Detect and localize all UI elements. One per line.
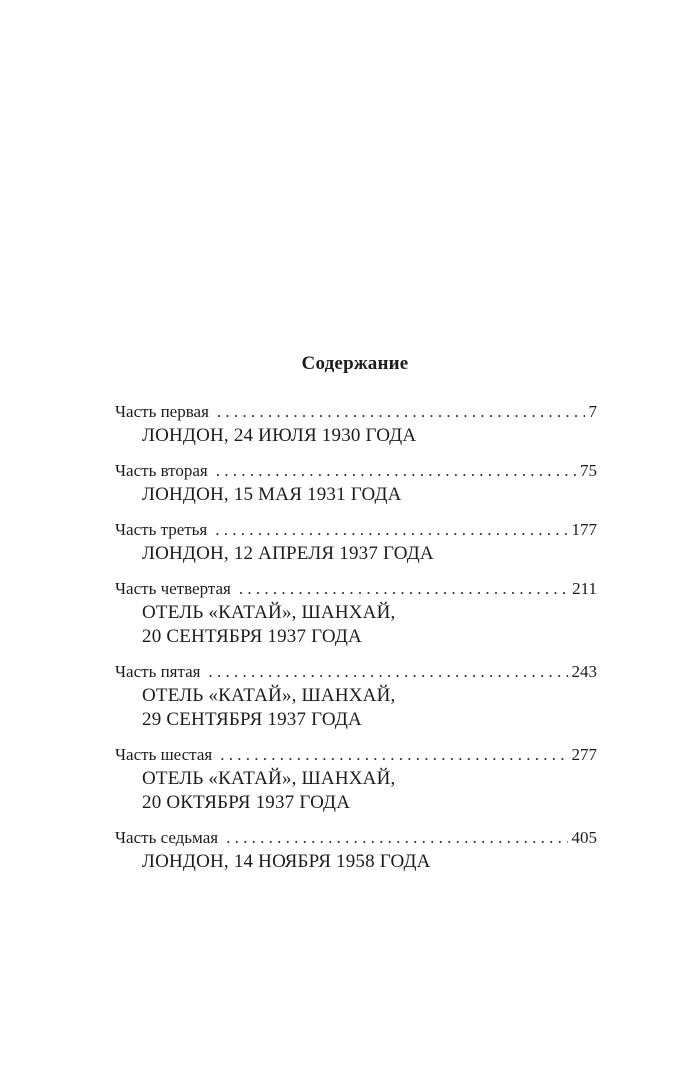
toc-entry-part-4[interactable] bbox=[115, 577, 597, 649]
part-label: Часть третья bbox=[115, 520, 208, 539]
part-subtitle: ЛОНДОН, 24 ИЮЛЯ 1930 ГОДА bbox=[142, 425, 417, 446]
part-subtitle: ОТЕЛЬ «КАТАЙ», ШАНХАЙ, bbox=[142, 602, 396, 623]
dot-leader bbox=[217, 400, 585, 424]
part-label: Часть вторая bbox=[115, 461, 208, 480]
toc-entry-heading bbox=[115, 400, 597, 424]
part-subtitle-date: 20 ОКТЯБРЯ 1937 ГОДА bbox=[142, 792, 351, 813]
part-subtitle: ОТЕЛЬ «КАТАЙ», ШАНХАЙ, bbox=[142, 768, 396, 789]
toc-entry-heading bbox=[115, 743, 597, 767]
toc-entry-heading bbox=[115, 826, 597, 850]
toc-entry-part-2[interactable] bbox=[115, 459, 597, 507]
dot-leader bbox=[209, 660, 568, 684]
dot-leader bbox=[226, 826, 567, 850]
toc-entry-part-3[interactable] bbox=[115, 518, 597, 566]
part-subtitle-date: 20 СЕНТЯБРЯ 1937 ГОДА bbox=[142, 626, 362, 647]
toc-entry-part-1[interactable] bbox=[115, 400, 597, 448]
page-number: 75 bbox=[580, 461, 597, 480]
page-number: 7 bbox=[588, 402, 597, 421]
dot-leader bbox=[215, 518, 567, 542]
part-subtitle: ЛОНДОН, 14 НОЯБРЯ 1958 ГОДА bbox=[142, 851, 431, 872]
dot-leader bbox=[220, 743, 567, 767]
part-subtitle: ЛОНДОН, 15 МАЯ 1931 ГОДА bbox=[142, 484, 402, 505]
page-title: Содержание bbox=[301, 353, 409, 374]
toc-entry-part-7[interactable] bbox=[115, 826, 597, 874]
toc-entry-heading bbox=[115, 577, 597, 601]
table-of-contents bbox=[115, 400, 597, 874]
toc-entry-heading bbox=[115, 459, 597, 483]
toc-entry-part-5[interactable] bbox=[115, 660, 597, 732]
part-label: Часть пятая bbox=[115, 662, 201, 681]
part-label: Часть шестая bbox=[115, 745, 213, 764]
page-number: 405 bbox=[571, 828, 597, 847]
dot-leader bbox=[239, 577, 568, 601]
part-subtitle: ОТЕЛЬ «КАТАЙ», ШАНХАЙ, bbox=[142, 685, 396, 706]
part-label: Часть седьмая bbox=[115, 828, 219, 847]
page-number: 277 bbox=[571, 745, 597, 764]
dot-leader bbox=[216, 459, 576, 483]
page-number: 243 bbox=[571, 662, 597, 681]
toc-entry-heading bbox=[115, 660, 597, 684]
part-label: Часть первая bbox=[115, 402, 209, 421]
page-number: 211 bbox=[572, 579, 597, 598]
toc-entry-heading bbox=[115, 518, 597, 542]
toc-entry-part-6[interactable] bbox=[115, 743, 597, 815]
part-label: Часть четвертая bbox=[115, 579, 231, 598]
part-subtitle: ЛОНДОН, 12 АПРЕЛЯ 1937 ГОДА bbox=[142, 543, 434, 564]
page-number: 177 bbox=[571, 520, 597, 539]
part-subtitle-date: 29 СЕНТЯБРЯ 1937 ГОДА bbox=[142, 709, 362, 730]
